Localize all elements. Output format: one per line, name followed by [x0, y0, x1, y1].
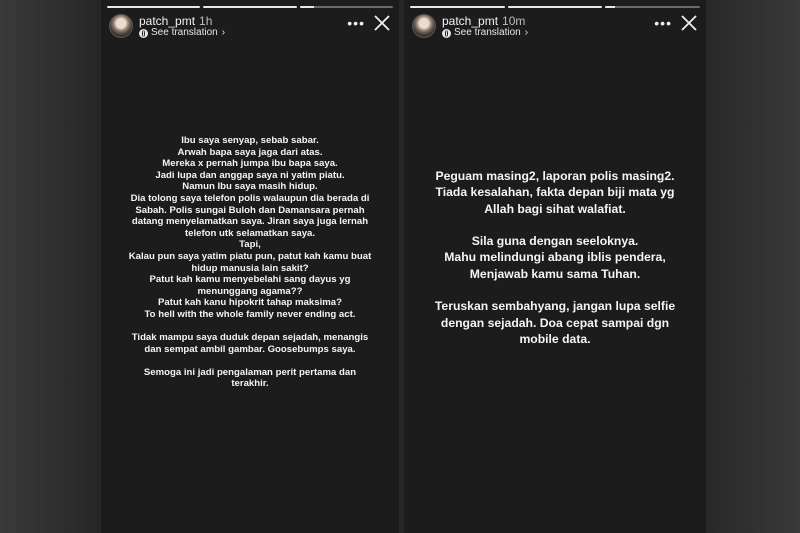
story-text [410, 168, 700, 347]
chevron-right-icon: › [524, 27, 529, 38]
text-line: Tapi, [239, 239, 261, 251]
text-line: Patut kah kamu menyebelahi sang dayus yg [149, 274, 351, 286]
globe-icon [139, 29, 148, 38]
close-icon[interactable] [373, 14, 391, 32]
progress-segment [300, 6, 393, 8]
text-line: Mereka x pernah jumpa ibu bapa saya. [162, 158, 338, 170]
progress-segment [410, 6, 505, 8]
text-line: Namun Ibu saya masih hidup. [182, 181, 318, 193]
text-line: telefon utk selamatkan saya. [184, 227, 316, 239]
text-line: hidup manusia lain sakit? [191, 262, 309, 274]
user-line [442, 14, 525, 28]
paragraph-gap [107, 321, 393, 333]
text-line: Tidak mampu saya duduk depan sejadah, menangis [131, 332, 369, 344]
paragraph-gap [107, 355, 393, 367]
close-icon[interactable] [680, 14, 698, 32]
globe-icon [442, 29, 451, 38]
see-translation-label: See translation [151, 27, 218, 38]
text-line: To hell with the whole family never ending act. [144, 308, 356, 320]
avatar[interactable] [109, 14, 133, 38]
story-text [107, 135, 393, 390]
text-line: Dia tolong saya telefon polis walaupun dia berada di [130, 192, 370, 204]
text-line: Sabah. Polis sungai Buloh dan Damansara pernah [135, 204, 365, 216]
more-horizontal-icon[interactable]: ••• [654, 15, 672, 31]
text-line: Jadi lupa dan anggap saya ni yatim piatu. [155, 169, 345, 181]
story-panel-right[interactable] [404, 0, 706, 533]
progress-segment [203, 6, 296, 8]
text-line: datang menyelamatkan saya. Jiran saya juga lernah [131, 216, 369, 228]
story-header [412, 14, 698, 42]
text-line: dengan sejadah. Doa cepat sampai dgn [440, 315, 670, 330]
story-panel-left[interactable] [101, 0, 399, 533]
see-translation-link[interactable] [442, 27, 528, 39]
see-translation-link[interactable] [139, 27, 225, 39]
text-line: Peguam masing2, laporan polis masing2. [435, 169, 675, 183]
story-progress-bar [107, 6, 393, 8]
user-line [139, 14, 212, 28]
text-line: Ibu saya senyap, sebab sabar. [181, 135, 319, 146]
post-time: 1h [199, 14, 213, 28]
text-line: Semoga ini jadi pengalaman perit pertama dan [143, 366, 357, 378]
username[interactable]: patch_pmt [442, 14, 499, 28]
text-line: Kalau pun saya yatim piatu pun, patut kah kamu buat [128, 250, 372, 262]
text-line: Arwah bapa saya jaga dari atas. [177, 146, 323, 158]
avatar[interactable] [412, 14, 436, 38]
paragraph-gap [410, 282, 700, 298]
story-progress-bar [410, 6, 700, 8]
more-horizontal-icon[interactable]: ••• [347, 15, 365, 31]
see-translation-label: See translation [454, 27, 521, 38]
post-time: 10m [502, 14, 526, 28]
text-line: terakhir. [231, 378, 269, 390]
text-line: menunggang agama?? [197, 285, 303, 297]
text-line: dan sempat ambil gambar. Goosebumps saya. [144, 343, 356, 355]
text-line: mobile data. [519, 331, 591, 346]
text-line: Tiada kesalahan, fakta depan biji mata yg [435, 185, 675, 200]
username[interactable]: patch_pmt [139, 14, 196, 28]
progress-segment [508, 6, 603, 8]
text-line: Allah bagi sihat walafiat. [484, 201, 626, 216]
text-line: Teruskan sembahyang, jangan lupa selfie [434, 299, 676, 314]
paragraph-gap [410, 217, 700, 233]
text-line: Mahu melindungi abang iblis pendera, [444, 250, 666, 265]
text-line: Sila guna dengan seeloknya. [471, 234, 639, 249]
text-line: Patut kah kanu hipokrit tahap maksima? [158, 297, 342, 309]
chevron-right-icon: › [221, 27, 226, 38]
progress-segment [605, 6, 700, 8]
progress-segment [107, 6, 200, 8]
text-line: Menjawab kamu sama Tuhan. [469, 266, 641, 281]
story-header [109, 14, 391, 42]
